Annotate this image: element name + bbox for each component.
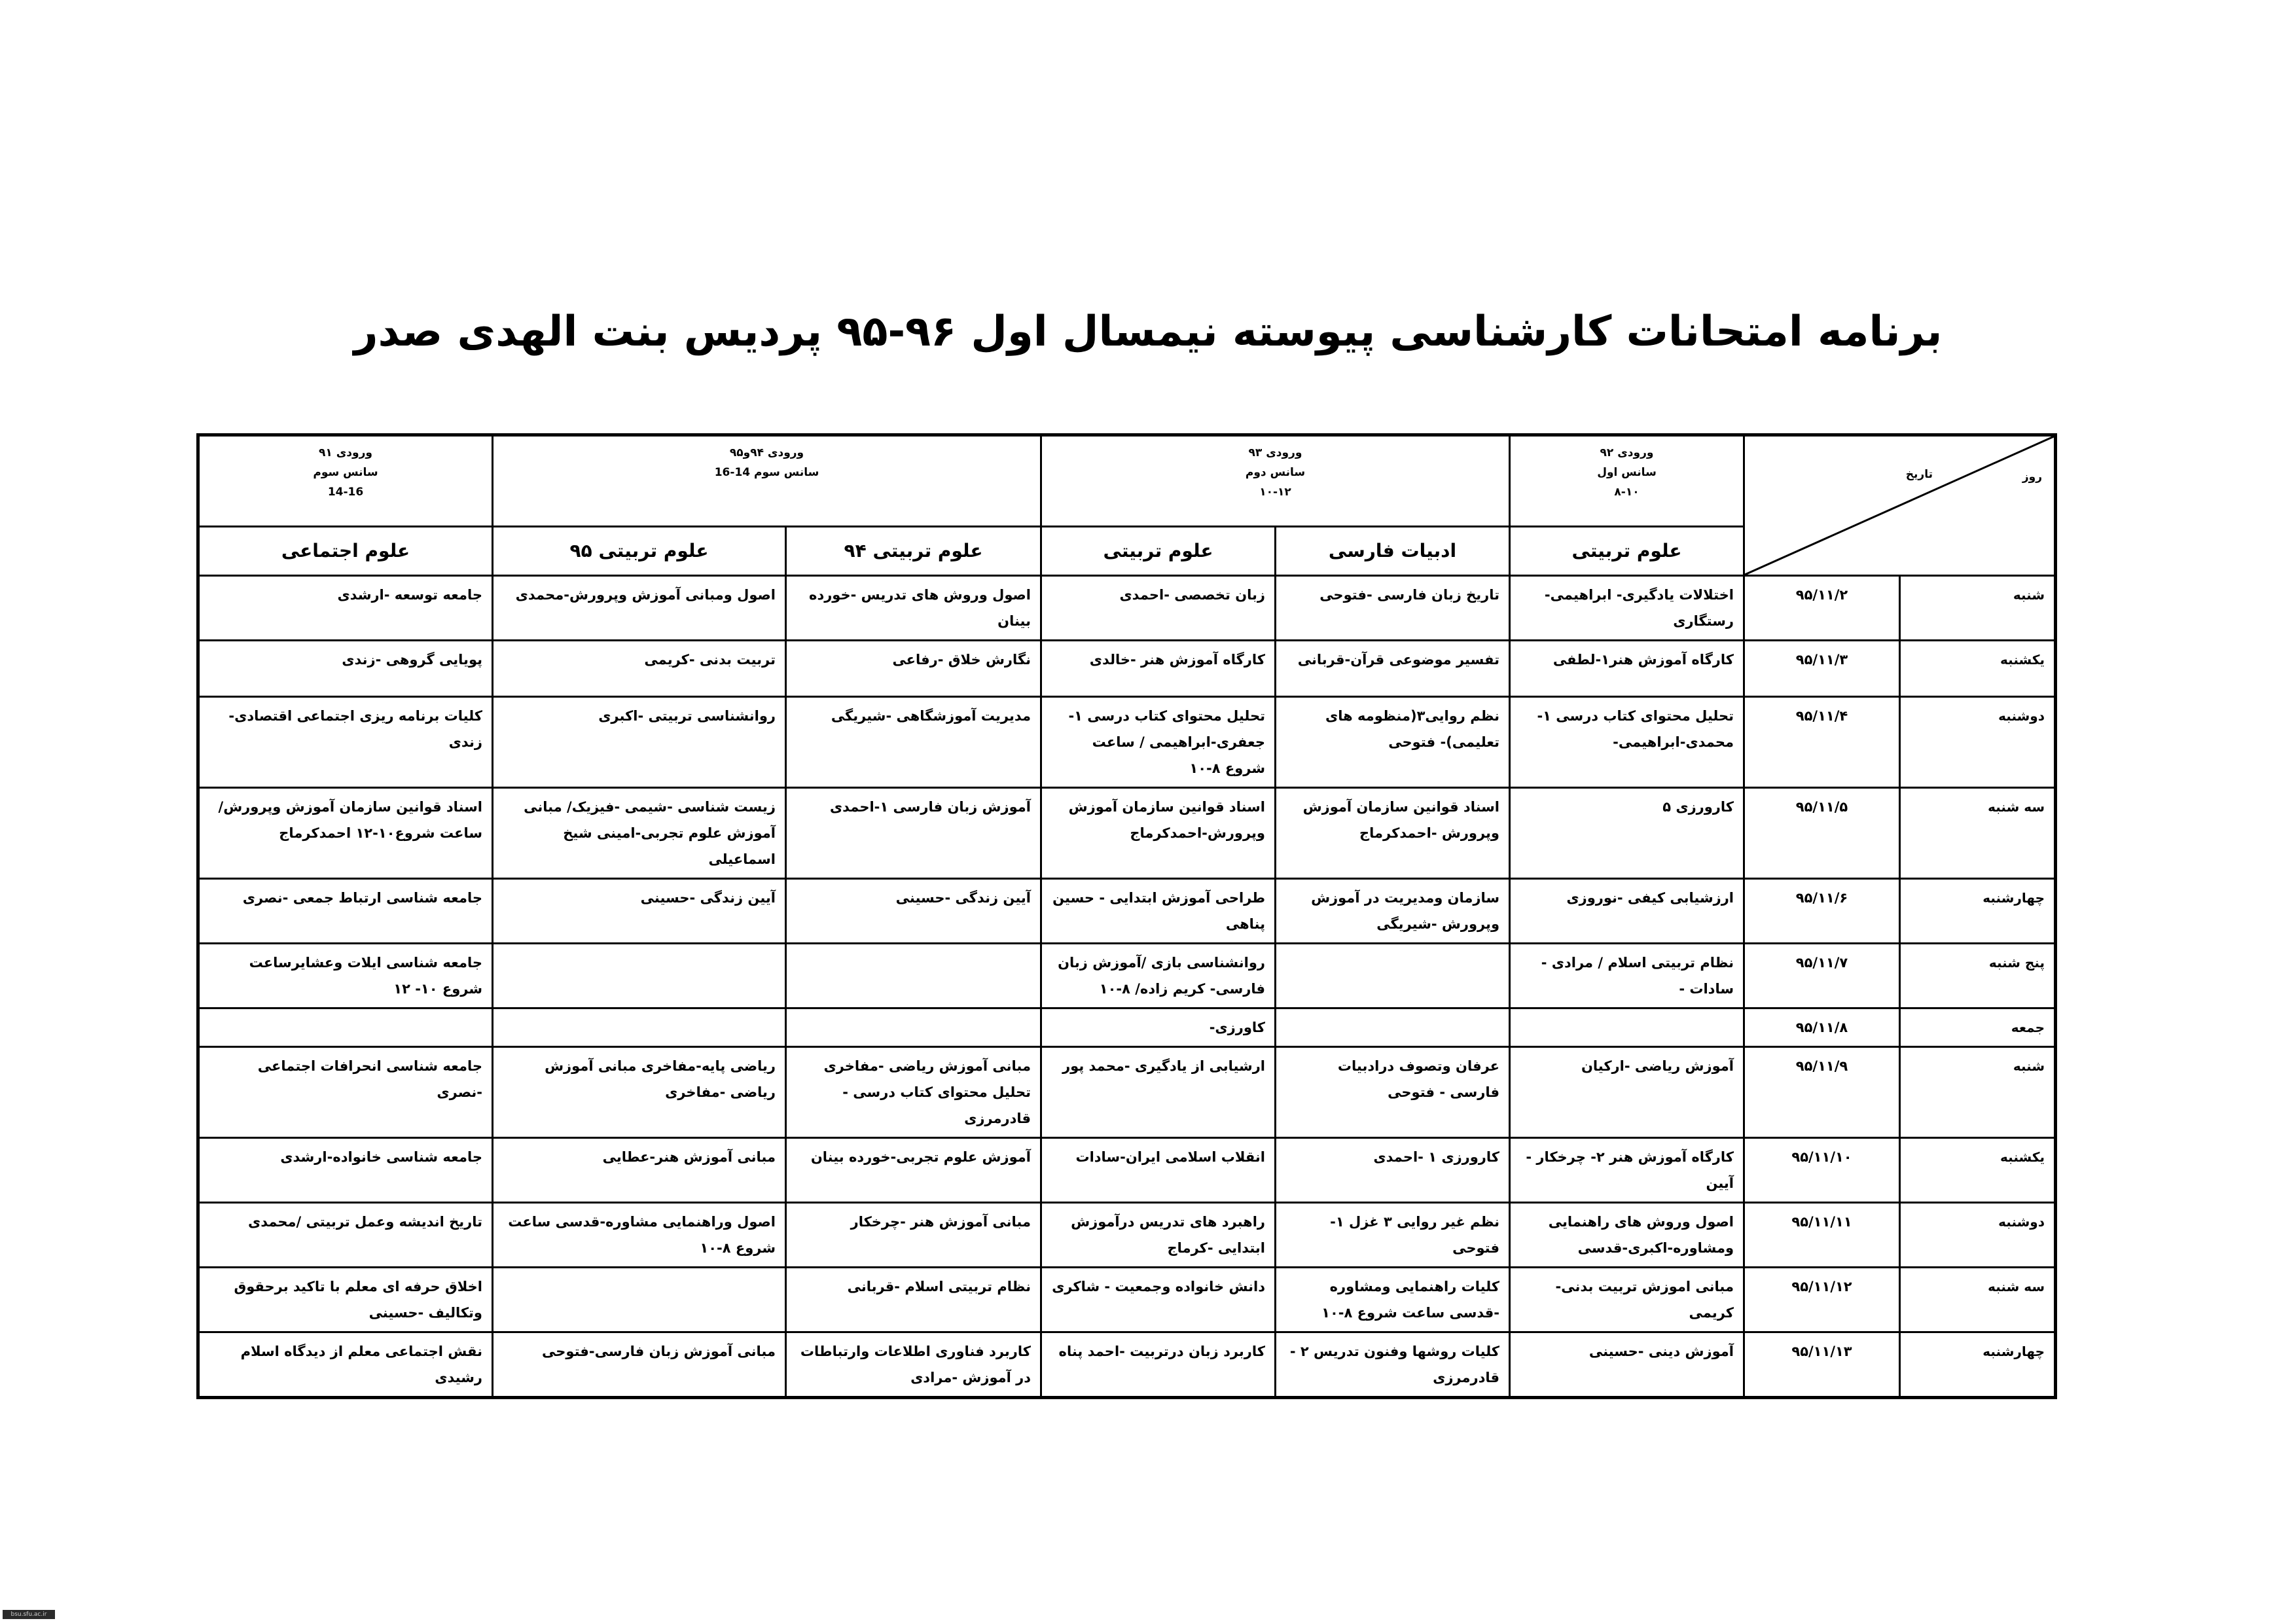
- corner-day-label: روز: [2022, 471, 2042, 484]
- exam-cell: جامعه شناسی ارتباط جمعی -نصری: [198, 879, 493, 944]
- table-row: [198, 1332, 2056, 1398]
- exam-cell: آموزش زبان فارسی ۱-احمدی: [786, 788, 1041, 879]
- exam-cell: اسناد قوانین سازمان آموزش وپرورش/ساعت شروع۱۰-۱۲ احمدکرماج: [198, 788, 493, 879]
- exam-cell: پویایی گروهی -زندی: [198, 641, 493, 697]
- subject-header: علوم تربیتی: [1510, 527, 1744, 576]
- exam-cell: روانشناسی تربیتی -اکبری: [493, 697, 786, 788]
- day-cell: چهارشنبه: [1900, 1332, 2056, 1398]
- group-title: ورودی ۹۲: [1600, 446, 1654, 459]
- day-cell: شنبه: [1900, 1047, 2056, 1138]
- group-header-91: [198, 435, 493, 527]
- group-title: ورودی ۹۴و۹۵: [729, 446, 804, 459]
- subject-header: علوم تربیتی: [1041, 527, 1276, 576]
- exam-schedule-table: [196, 433, 2057, 1399]
- diagonal-line: [1745, 437, 2054, 575]
- date-cell: ۹۵/۱۱/۱۱: [1744, 1203, 1900, 1268]
- exam-cell: ارزشیابی کیفی -نوروزی: [1510, 879, 1744, 944]
- subject-header: علوم اجتماعی: [198, 527, 493, 576]
- day-cell: سه شنبه: [1900, 788, 2056, 879]
- exam-cell: اصول وراهنمایی مشاوره-قدسی ساعت شروع ۸-۱۰: [493, 1203, 786, 1268]
- exam-cell: [493, 1268, 786, 1332]
- exam-cell: مبانی آموزش ریاضی -مفاخری تحلیل محتوای کتاب درسی - قادرمرزی: [786, 1047, 1041, 1138]
- exam-cell: اصول وروش های راهنمایی ومشاوره-اکبری-قدسی: [1510, 1203, 1744, 1268]
- group-session: سانس اول: [1597, 466, 1657, 479]
- subject-header: علوم تربیتی ۹۵: [493, 527, 786, 576]
- group-header-94-95: [493, 435, 1041, 527]
- exam-cell: تاریخ زبان فارسی -فتوحی: [1276, 576, 1510, 641]
- exam-cell: تحلیل محتوای کتاب درسی ۱- محمدی-ابراهیمی-: [1510, 697, 1744, 788]
- exam-cell: راهبرد های تدریس درآموزش ابتدایی -کرماج: [1041, 1203, 1276, 1268]
- exam-cell: روانشناسی بازی /آموزش زبان فارسی- کریم زاده/ ۸-۱۰: [1041, 944, 1276, 1008]
- exam-cell: اختلالات یادگیری- ابراهیمی- رستگاری: [1510, 576, 1744, 641]
- exam-cell: آیین زندگی -حسینی: [493, 879, 786, 944]
- table-row: [198, 1008, 2056, 1047]
- exam-cell: [786, 944, 1041, 1008]
- exam-cell: اصول ومبانی آموزش وپرورش-محمدی: [493, 576, 786, 641]
- exam-cell: کارورزی ۵: [1510, 788, 1744, 879]
- exam-cell: [493, 944, 786, 1008]
- table-row: [198, 576, 2056, 641]
- exam-cell: کارگاه آموزش هنر۱-لطفی: [1510, 641, 1744, 697]
- exam-cell: جامعه شناسی خانواده-ارشدی: [198, 1138, 493, 1203]
- date-cell: ۹۵/۱۱/۱۳: [1744, 1332, 1900, 1398]
- exam-cell: تربیت بدنی -کریمی: [493, 641, 786, 697]
- day-cell: دوشنبه: [1900, 1203, 2056, 1268]
- exam-cell: [1510, 1008, 1744, 1047]
- exam-cell: ارشیابی از یادگیری -محمد پور: [1041, 1047, 1276, 1138]
- table-row: [198, 1138, 2056, 1203]
- group-title: ورودی ۹۳: [1248, 446, 1302, 459]
- exam-cell: مبانی اموزش تربیت بدنی-کریمی: [1510, 1268, 1744, 1332]
- date-cell: ۹۵/۱۱/۱۰: [1744, 1138, 1900, 1203]
- header-group-row: [198, 435, 2056, 527]
- day-cell: یکشنبه: [1900, 641, 2056, 697]
- group-title: ورودی ۹۱: [319, 446, 372, 459]
- group-header-92: [1510, 435, 1744, 527]
- table-row: [198, 641, 2056, 697]
- day-cell: سه شنبه: [1900, 1268, 2056, 1332]
- exam-cell: مبانی آموزش زبان فارسی-فتوحی: [493, 1332, 786, 1398]
- exam-cell: مبانی آموزش هنر -چرخکار: [786, 1203, 1041, 1268]
- footer-watermark: bsu.sfu.ac.ir: [3, 1610, 55, 1619]
- corner-date-label: تاریخ: [1905, 468, 1933, 481]
- date-cell: ۹۵/۱۱/۷: [1744, 944, 1900, 1008]
- exam-cell: کاربرد فناوری اطلاعات وارتباطات در آموزش -مرادی: [786, 1332, 1041, 1398]
- exam-cell: سازمان ومدیریت در آموزش وپرورش -شیریگی: [1276, 879, 1510, 944]
- exam-cell: اصول وروش های تدریس -خورده بینان: [786, 576, 1041, 641]
- exam-cell: زیست شناسی -شیمی -فیزیک/ مبانی آموزش علوم تجربی-امینی شیخ اسماعیلی: [493, 788, 786, 879]
- exam-cell: آیین زندگی -حسینی: [786, 879, 1041, 944]
- exam-cell: [786, 1008, 1041, 1047]
- date-cell: ۹۵/۱۱/۹: [1744, 1047, 1900, 1138]
- date-cell: ۹۵/۱۱/۵: [1744, 788, 1900, 879]
- exam-cell: نگارش خلاق -رفاعی: [786, 641, 1041, 697]
- exam-cell: زبان تخصصی -احمدی: [1041, 576, 1276, 641]
- exam-cell: مبانی آموزش هنر-عطایی: [493, 1138, 786, 1203]
- table-row: [198, 1203, 2056, 1268]
- exam-cell: اسناد قوانین سازمان آموزش وپرورش -احمدکرماج: [1276, 788, 1510, 879]
- exam-cell: [493, 1008, 786, 1047]
- day-cell: شنبه: [1900, 576, 2056, 641]
- exam-cell: جامعه شناسی ایلات وعشایرساعت شروع ۱۰- ۱۲: [198, 944, 493, 1008]
- corner-cell: [1744, 435, 2056, 576]
- exam-cell: مدیریت آموزشگاهی -شیریگی: [786, 697, 1041, 788]
- group-time: ۸-۱۰: [1614, 486, 1640, 499]
- exam-cell: کاربرد زبان درتربیت -احمد پناه: [1041, 1332, 1276, 1398]
- exam-cell: جامعه شناسی انحرافات اجتماعی -نصری: [198, 1047, 493, 1138]
- group-header-93: [1041, 435, 1510, 527]
- table-row: [198, 697, 2056, 788]
- table-row: [198, 944, 2056, 1008]
- exam-cell: تاریخ اندیشه وعمل تربیتی /محمدی: [198, 1203, 493, 1268]
- exam-cell: نظام تربیتی اسلام / مرادی - سادات -: [1510, 944, 1744, 1008]
- day-cell: دوشنبه: [1900, 697, 2056, 788]
- day-cell: جمعه: [1900, 1008, 2056, 1047]
- exam-cell: [1276, 944, 1510, 1008]
- exam-cell: کلیات برنامه ریزی اجتماعی اقتصادی-زندی: [198, 697, 493, 788]
- group-session: سانس سوم 14-16: [714, 466, 819, 479]
- date-cell: ۹۵/۱۱/۳: [1744, 641, 1900, 697]
- day-cell: چهارشنبه: [1900, 879, 2056, 944]
- exam-cell: اسناد قوانین سازمان آموزش وپرورش-احمدکرماج: [1041, 788, 1276, 879]
- subject-header: علوم تربیتی ۹۴: [786, 527, 1041, 576]
- date-cell: ۹۵/۱۱/۸: [1744, 1008, 1900, 1047]
- exam-cell: تفسیر موضوعی قرآن-قربانی: [1276, 641, 1510, 697]
- exam-cell: [198, 1008, 493, 1047]
- group-time: 14-16: [327, 486, 364, 499]
- exam-cell: کلیات روشها وفنون تدریس ۲ - قادرمرزی: [1276, 1332, 1510, 1398]
- exam-cell: ریاضی پایه-مفاخری مبانی آموزش ریاضی -مفاخری: [493, 1047, 786, 1138]
- exam-cell: دانش خانواده وجمعیت - شاکری: [1041, 1268, 1276, 1332]
- page-title: برنامه امتحانات کارشناسی پیوسته نیمسال اول ۹۶-۹۵ پردیس بنت الهدی صدر: [353, 308, 1943, 356]
- exam-cell: کارگاه آموزش هنر ۲- چرخکار - آیین: [1510, 1138, 1744, 1203]
- exam-cell: کلیات راهنمایی ومشاوره -قدسی ساعت شروع ۸-۱۰: [1276, 1268, 1510, 1332]
- date-cell: ۹۵/۱۱/۶: [1744, 879, 1900, 944]
- exam-cell: نظم روایی۳(منظومه های تعلیمی)- فتوحی: [1276, 697, 1510, 788]
- exam-cell: نظم غیر روایی ۳ غزل ۱-فتوحی: [1276, 1203, 1510, 1268]
- exam-cell: جامعه توسعه -ارشدی: [198, 576, 493, 641]
- exam-cell: [1276, 1008, 1510, 1047]
- date-cell: ۹۵/۱۱/۴: [1744, 697, 1900, 788]
- exam-cell: نقش اجتماعی معلم از دیدگاه اسلام رشیدی: [198, 1332, 493, 1398]
- exam-cell: آموزش دینی -حسینی: [1510, 1332, 1744, 1398]
- day-cell: یکشنبه: [1900, 1138, 2056, 1203]
- exam-cell: آموزش علوم تجربی-خورده بینان: [786, 1138, 1041, 1203]
- table-row: [198, 1268, 2056, 1332]
- table-row: [198, 788, 2056, 879]
- exam-cell: تحلیل محتوای کتاب درسی ۱- جعفری-ابراهیمی / ساعت شروع ۸-۱۰: [1041, 697, 1276, 788]
- exam-cell: نظام تربیتی اسلام -قربانی: [786, 1268, 1041, 1332]
- exam-cell: انقلاب اسلامی ایران-سادات: [1041, 1138, 1276, 1203]
- group-time: ۱۰-۱۲: [1259, 486, 1291, 499]
- exam-cell: اخلاق حرفه ای معلم با تاکید برحقوق وتکالیف -حسینی: [198, 1268, 493, 1332]
- date-cell: ۹۵/۱۱/۲: [1744, 576, 1900, 641]
- exam-cell: آموزش ریاضی -ارکیان: [1510, 1047, 1744, 1138]
- exam-cell: عرفان وتصوف درادبیات فارسی - فتوحی: [1276, 1047, 1510, 1138]
- date-cell: ۹۵/۱۱/۱۲: [1744, 1268, 1900, 1332]
- table-row: [198, 879, 2056, 944]
- exam-cell: کارورزی ۱ -احمدی: [1276, 1138, 1510, 1203]
- exam-cell: طراحی آموزش ابتدایی - حسین پناهی: [1041, 879, 1276, 944]
- subject-header: ادبیات فارسی: [1276, 527, 1510, 576]
- exam-cell: کارگاه آموزش هنر -خالدی: [1041, 641, 1276, 697]
- table-row: [198, 1047, 2056, 1138]
- group-session: سانس دوم: [1245, 466, 1306, 479]
- group-session: سانس سوم: [313, 466, 378, 479]
- day-cell: پنج شنبه: [1900, 944, 2056, 1008]
- exam-cell: کاورزی-: [1041, 1008, 1276, 1047]
